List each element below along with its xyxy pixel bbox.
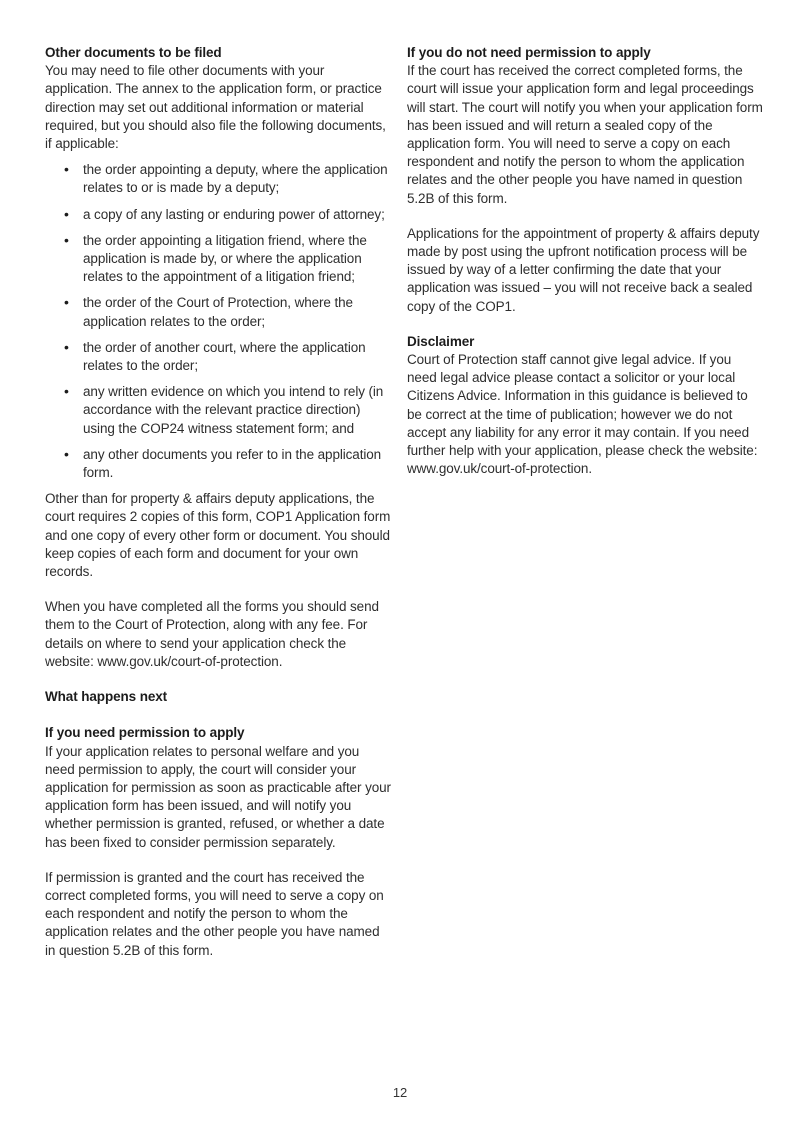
documents-bullet-list xyxy=(45,161,392,482)
paragraph-no-permission-2: Applications for the appointment of property & affairs deputy made by post using the upfront notification process will be issued by way of a letter confirming the date that your application was issued – you will not receive back a sealed copy of the COP1. xyxy=(407,225,760,314)
heading-other-documents-to-be-filed: Other documents to be filed xyxy=(45,45,222,60)
paragraph-no-permission-1: If the court has received the correct completed forms, the court will issue your application form and legal proceedings will start. The court will notify you when your application form has been issued and will return a sealed copy of the application form. You will need to serve a copy on each respondent and notify the person to whom the application relates and the other people you have named in question 5.2B of this form. xyxy=(407,63,763,206)
heading-if-you-need-permission: If you need permission to apply xyxy=(45,725,245,741)
heading-what-happens-next: What happens next xyxy=(45,689,168,705)
paragraph-where-to-send: When you have completed all the forms you should send them to the Court of Protection, along with any fee. For details on where to send your application check the website: www.gov.uk/court-of-protection. xyxy=(45,599,379,669)
list-item-other-court-order: • the order of another court, where the application relates to the order; xyxy=(45,339,392,375)
paragraph-need-permission-2: If permission is granted and the court has received the correct completed forms, you will need to serve a copy on each respondent and notify the person to whom the application relates and the other people you have named in question 5.2B of this form. xyxy=(45,869,384,958)
right-column xyxy=(407,44,763,495)
paragraph-copies-required: Other than for property & affairs deputy applications, the court requires 2 copies of this form, COP1 Application form and one copy of every other form or document. You should keep copies of each form and document for your own records. xyxy=(45,491,391,580)
list-item-litigation-friend-order: • the order appointing a litigation friend, where the application is made by, or where the application relates to the appointment of a litigation friend; xyxy=(45,232,392,287)
list-item-deputy-order: • the order appointing a deputy, where the application relates to or is made by a deputy; xyxy=(45,161,392,197)
paragraph-other-documents-intro: You may need to file other documents with your application. The annex to the application form, or practice direction may set out additional information or material required, but you should also file the following documents, if applicable: xyxy=(45,63,386,152)
heading-if-you-do-not-need-permission: If you do not need permission to apply xyxy=(407,45,651,60)
list-item-court-of-protection-order: • the order of the Court of Protection, where the application relates to the order; xyxy=(45,294,392,330)
list-item-other-documents: • any other documents you refer to in the application form. xyxy=(45,446,392,482)
paragraph-need-permission-1: If your application relates to personal welfare and you need permission to apply, the court will consider your application for permission as soon as practicable after your application form has been issued, and will notify you whether permission is granted, refused, or whether a date has been fixed to consider permission separately. xyxy=(45,743,391,850)
list-item-written-evidence: • any written evidence on which you intend to rely (in accordance with the relevant practice direction) using the COP24 witness statement form; and xyxy=(45,383,392,438)
list-item-power-of-attorney: • a copy of any lasting or enduring power of attorney; xyxy=(45,206,392,224)
paragraph-disclaimer: Court of Protection staff cannot give legal advice. If you need legal advice please contact a solicitor or your local Citizens Advice. Information in this guidance is believed to be correct at the time of publication; however we do not accept any liability for any error it may contain. If you need further help with your application, please check the website: www.gov.uk/court-of-protection. xyxy=(407,352,758,477)
page-number: 12 xyxy=(392,1085,408,1100)
heading-disclaimer: Disclaimer xyxy=(407,333,475,349)
left-column xyxy=(45,44,392,977)
